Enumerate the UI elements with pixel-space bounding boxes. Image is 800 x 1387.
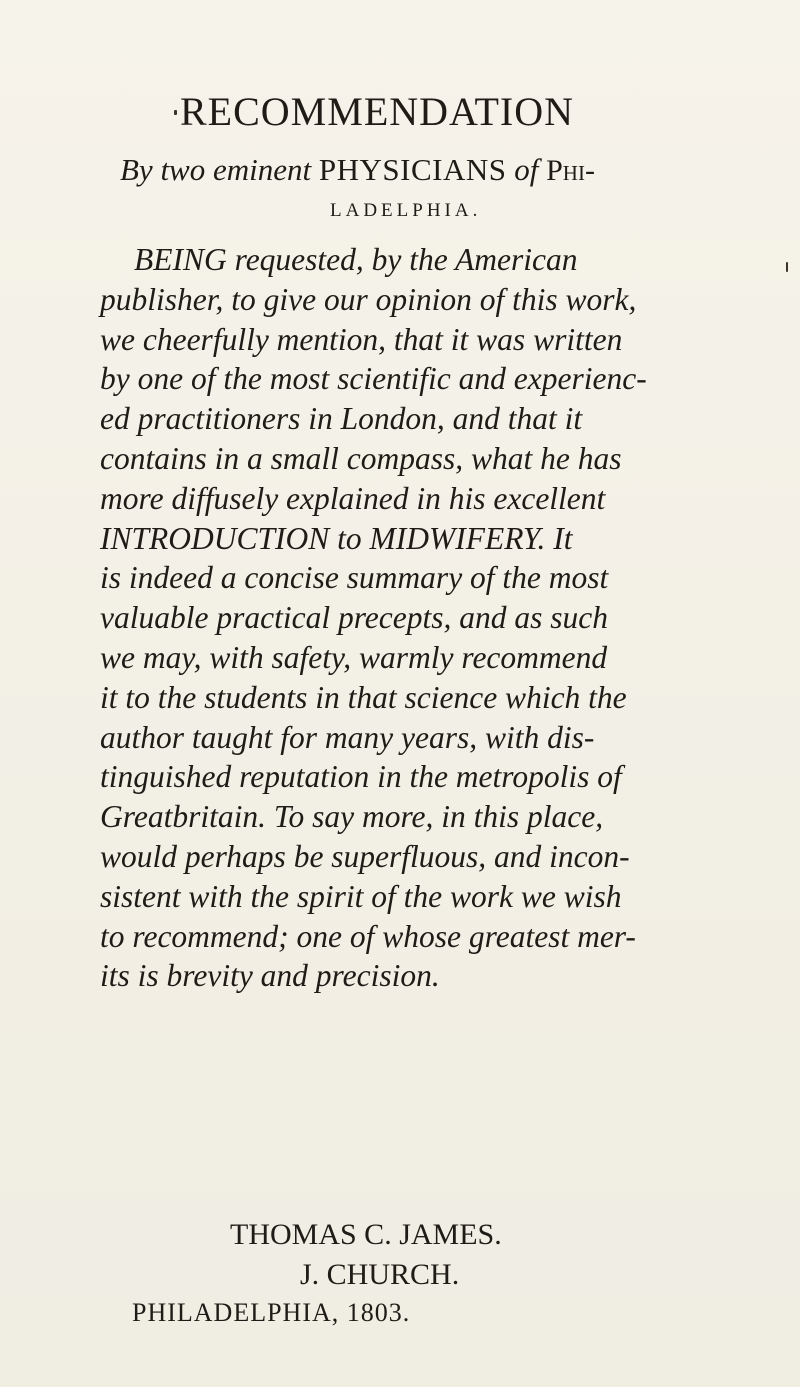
body-line: Greatbritain. To say more, in this place, (100, 799, 604, 835)
body-line: publisher, to give our opinion of this work, (100, 281, 637, 317)
heading: RECOMMENDATION (180, 89, 574, 134)
body-line: to recommend; one of whose greatest mer- (100, 918, 636, 954)
body-line: sistent with the spirit of the work we wish (100, 878, 622, 914)
body-paragraph (100, 240, 790, 996)
subheading-physicians: PHYSICIANS (318, 152, 507, 187)
body-line: its is brevity and precision. (100, 958, 440, 994)
body-line: valuable practical precepts, and as such (100, 600, 608, 636)
place-date: PHILADELPHIA, 1803. (132, 1298, 411, 1327)
body-line: BEING requested, by the American (134, 242, 578, 277)
subheading (120, 152, 595, 188)
subheading-continuation: LADELPHIA. (330, 200, 482, 221)
subheading-by: By two eminent (120, 152, 312, 187)
body-line: tinguished reputation in the metropolis of (100, 759, 622, 795)
body-line: contains in a small compass, what he has (100, 440, 622, 476)
body-line: is indeed a concise summary of the most (100, 560, 609, 596)
subheading-phi: Phi- (546, 154, 595, 187)
body-line: it to the students in that science which the (100, 679, 627, 715)
subheading-of: of (514, 152, 539, 187)
signature-church: J. CHURCH. (300, 1258, 460, 1291)
signature-james: THOMAS C. JAMES. (230, 1218, 502, 1251)
ink-speck (174, 110, 177, 115)
body-line: would perhaps be superfluous, and incon- (100, 838, 630, 874)
body-line: author taught for many years, with dis- (100, 719, 595, 755)
body-line: ed practitioners in London, and that it (100, 401, 583, 437)
body-line: by one of the most scientific and experienc- (100, 361, 647, 397)
body-line: we cheerfully mention, that it was written (100, 321, 623, 357)
body-line: more diffusely explained in his excellent (100, 480, 606, 516)
body-line: we may, with safety, warmly recommend (100, 639, 608, 675)
body-line: INTRODUCTION to MIDWIFERY. It (100, 520, 573, 556)
ink-speck (786, 262, 788, 272)
